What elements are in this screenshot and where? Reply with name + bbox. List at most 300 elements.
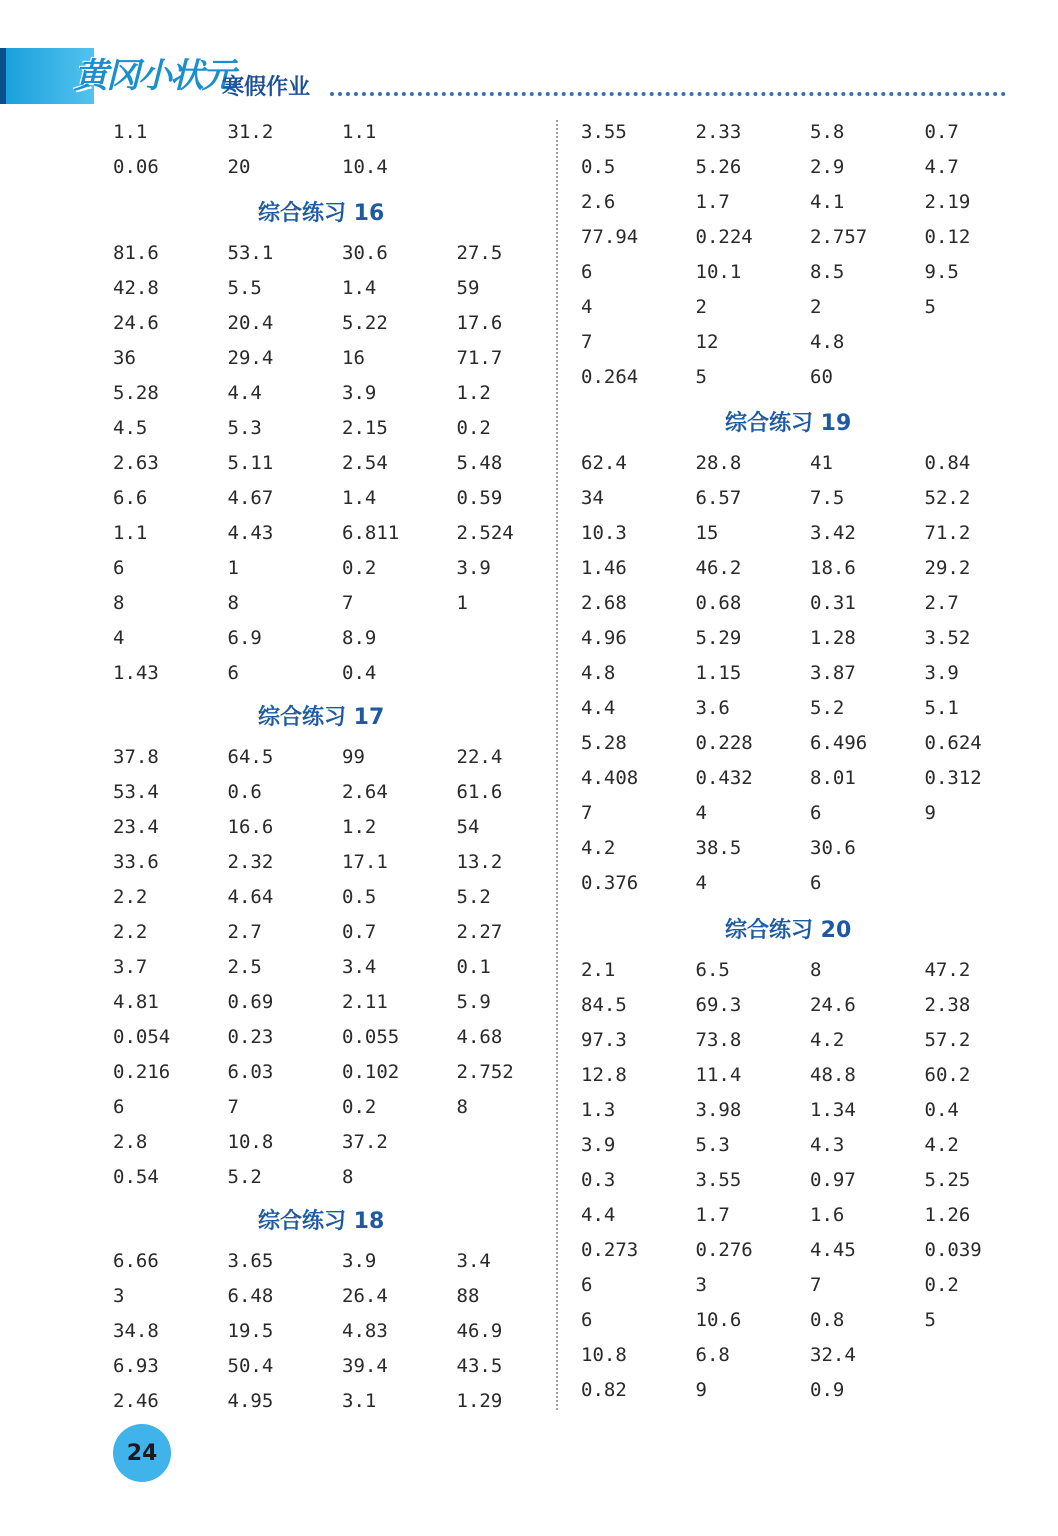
answer-cell: 84.5 [581,993,627,1016]
answer-cell: 1.7 [695,1203,730,1226]
answer-cell: 10.1 [695,260,742,283]
answer-cell: 5.1 [924,696,959,719]
answer-cell: 0.6 [227,780,262,803]
answer-row [113,305,571,340]
answer-cell: 0.1 [456,955,491,978]
answer-cell: 0.9 [810,1378,845,1401]
answer-cell: 4.3 [810,1133,845,1156]
answer-cell: 0.102 [342,1060,400,1083]
answer-cell: 0.7 [924,120,959,143]
answer-cell: 4.4 [581,1203,616,1226]
answer-cell: 6.03 [227,1060,274,1083]
answer-row [581,830,1039,865]
answer-cell: 11.4 [695,1063,742,1086]
answer-cell: 2.8 [113,1130,148,1153]
answer-cell: 8 [113,591,125,614]
answer-row [113,774,571,809]
answer-cell: 3.9 [342,1249,377,1272]
answer-cell: 0.055 [342,1025,400,1048]
answer-row [581,480,1039,515]
answer-cell: 3 [113,1284,125,1307]
answer-cell: 0.68 [695,591,742,614]
answer-cell: 7.5 [810,486,845,509]
answer-cell: 4.5 [113,416,148,439]
answer-cell: 5.8 [810,120,845,143]
page-header [0,40,1058,110]
answer-cell: 10.6 [695,1308,742,1331]
answer-cell: 3.98 [695,1098,742,1121]
answer-cell: 47.2 [924,958,971,981]
answer-row [581,760,1039,795]
answer-cell: 17.1 [342,850,388,873]
answer-row [113,515,571,550]
answer-cell: 0.264 [581,365,639,388]
answer-grid [113,235,571,690]
answer-cell: 2.64 [342,780,388,803]
answer-row [581,987,1039,1022]
answer-cell: 4.4 [581,696,616,719]
answer-row [581,114,1039,149]
answer-row [113,480,571,515]
answer-cell: 37.8 [113,745,159,768]
answer-cell: 71.7 [456,346,503,369]
answer-row [581,655,1039,690]
answer-cell: 5.9 [456,990,491,1013]
answer-cell: 2.38 [924,993,971,1016]
answer-row [113,1019,571,1054]
answer-cell: 3.1 [342,1389,377,1412]
answer-cell: 5 [695,365,707,388]
answer-cell: 2.5 [227,955,262,978]
answer-cell: 64.5 [227,745,274,768]
answer-cell: 46.9 [456,1319,503,1342]
answer-cell: 46.2 [695,556,742,579]
answer-cell: 3.52 [924,626,971,649]
answer-row [581,1092,1039,1127]
answer-cell: 5 [924,295,936,318]
answer-cell: 6.496 [810,731,868,754]
answer-cell: 2.11 [342,990,388,1013]
answer-cell: 34.8 [113,1319,159,1342]
answer-cell: 10.3 [581,521,627,544]
brand-logo: 黄冈小状元 [74,56,234,96]
answer-cell: 8.5 [810,260,845,283]
answer-row [113,585,571,620]
answer-row [581,1372,1039,1407]
answer-row [113,1348,571,1383]
answer-cell: 3.55 [695,1168,742,1191]
answer-cell: 0.054 [113,1025,171,1048]
answer-cell: 4 [581,295,593,318]
answer-cell: 6.93 [113,1354,159,1377]
answer-cell: 2.68 [581,591,627,614]
answer-cell: 0.039 [924,1238,982,1261]
answer-cell: 3.9 [581,1133,616,1156]
answer-cell: 7 [227,1095,239,1118]
answer-cell: 1.4 [342,486,377,509]
answer-row [581,184,1039,219]
answer-cell: 4.81 [113,990,159,1013]
answer-cell: 6.811 [342,521,400,544]
answer-cell: 71.2 [924,521,971,544]
answer-cell: 29.2 [924,556,971,579]
answer-cell: 3.4 [456,1249,491,1272]
answer-cell: 5.26 [695,155,742,178]
answer-cell: 12.8 [581,1063,627,1086]
answer-cell: 4 [695,801,707,824]
section-title: 综合练习 19 [725,411,852,436]
answer-row [113,879,571,914]
answer-cell: 4.1 [810,190,845,213]
answer-cell: 4.2 [810,1028,845,1051]
answer-cell: 77.94 [581,225,639,248]
answer-cell: 1.2 [456,381,491,404]
answer-cell: 27.5 [456,241,503,264]
answer-cell: 34 [581,486,604,509]
answer-cell: 0.228 [695,731,753,754]
answer-cell: 2.19 [924,190,971,213]
answer-row [581,1127,1039,1162]
answer-cell: 0.4 [924,1098,959,1121]
answer-cell: 5.2 [227,1165,262,1188]
answer-cell: 4.8 [581,661,616,684]
answer-cell: 2.524 [456,521,514,544]
answer-cell: 61.6 [456,780,503,803]
answer-row [581,1232,1039,1267]
answer-row [113,340,571,375]
answer-cell: 9.5 [924,260,959,283]
answer-cell: 13.2 [456,850,503,873]
answer-cell: 3.4 [342,955,377,978]
answer-cell: 1.4 [342,276,377,299]
answer-cell: 6 [227,661,239,684]
answer-row [581,550,1039,585]
answer-row [581,515,1039,550]
answer-cell: 2.6 [581,190,616,213]
answer-cell: 0.69 [227,990,274,1013]
answer-cell: 16.6 [227,815,274,838]
answer-cell: 5.3 [695,1133,730,1156]
answer-cell: 48.8 [810,1063,856,1086]
answer-cell: 1 [227,556,239,579]
answer-row [581,445,1039,480]
answer-cell: 12 [695,330,719,353]
answer-row [113,1054,571,1089]
answer-cell: 0.5 [581,155,616,178]
answer-row [581,865,1039,900]
answer-cell: 2.757 [810,225,868,248]
answer-cell: 22.4 [456,745,503,768]
answer-cell: 3.9 [342,381,377,404]
answer-cell: 81.6 [113,241,159,264]
answer-row [581,219,1039,254]
answer-cell: 2.54 [342,451,388,474]
answer-cell: 0.224 [695,225,753,248]
answer-cell: 5.28 [113,381,159,404]
answer-cell: 8.9 [342,626,377,649]
answer-cell: 5.28 [581,731,627,754]
answer-cell: 0.84 [924,451,971,474]
answer-cell: 2 [810,295,822,318]
answer-cell: 6.48 [227,1284,274,1307]
answer-cell: 20.4 [227,311,274,334]
section-title: 综合练习 17 [258,705,385,730]
answer-row [581,149,1039,184]
answer-cell: 2.2 [113,920,148,943]
answer-cell: 57.2 [924,1028,971,1051]
answer-row [113,620,571,655]
answer-cell: 6 [113,556,125,579]
answer-row [581,725,1039,760]
answer-row [113,739,571,774]
answer-cell: 6 [810,871,822,894]
answer-cell: 18.6 [810,556,856,579]
answer-cell: 8 [227,591,239,614]
answer-row [113,235,571,270]
answer-row [581,1057,1039,1092]
answer-cell: 6 [581,1308,593,1331]
answer-cell: 3.65 [227,1249,274,1272]
answer-cell: 5.5 [227,276,262,299]
answer-cell: 1.28 [810,626,856,649]
answer-cell: 29.4 [227,346,274,369]
answer-cell: 3.87 [810,661,856,684]
answer-cell: 0.624 [924,731,982,754]
answer-cell: 1.7 [695,190,730,213]
answer-cell: 54 [456,815,480,838]
answer-cell: 37.2 [342,1130,388,1153]
answer-cell: 0.376 [581,871,639,894]
answer-cell: 0.3 [581,1168,616,1191]
answer-cell: 0.82 [581,1378,627,1401]
answer-cell: 2.33 [695,120,742,143]
answer-row [113,844,571,879]
answer-cell: 4.408 [581,766,639,789]
answer-cell: 5.2 [456,885,491,908]
answer-row [581,254,1039,289]
answer-cell: 8 [456,1095,468,1118]
answer-cell: 10.8 [581,1343,627,1366]
answer-cell: 4.96 [581,626,627,649]
answer-cell: 5.3 [227,416,262,439]
answer-cell: 23.4 [113,815,159,838]
answer-cell: 30.6 [810,836,856,859]
answer-cell: 0.2 [342,1095,377,1118]
answer-cell: 6.66 [113,1249,159,1272]
answer-row [581,795,1039,830]
answer-cell: 8 [810,958,822,981]
answer-cell: 4.64 [227,885,274,908]
answer-cell: 28.8 [695,451,742,474]
answer-cell: 39.4 [342,1354,388,1377]
answer-row [581,1197,1039,1232]
answer-cell: 9 [695,1378,707,1401]
answer-row [581,289,1039,324]
answer-grid [113,114,571,184]
answer-row [113,1159,571,1194]
answer-cell: 6.5 [695,958,730,981]
answer-cell: 0.276 [695,1238,753,1261]
answer-cell: 41 [810,451,833,474]
answer-cell: 3 [695,1273,707,1296]
answer-cell: 3.7 [113,955,148,978]
answer-cell: 2.7 [924,591,959,614]
answer-cell: 52.2 [924,486,971,509]
answer-grid [581,445,1039,900]
answer-cell: 7 [581,801,593,824]
answer-cell: 0.06 [113,155,159,178]
answer-cell: 8.01 [810,766,856,789]
answer-cell: 6 [810,801,822,824]
answer-cell: 3.9 [456,556,491,579]
answer-cell: 1.1 [113,120,148,143]
answer-grid [113,1243,571,1418]
answer-cell: 5.25 [924,1168,971,1191]
answer-row [581,1302,1039,1337]
answer-cell: 3.55 [581,120,627,143]
answer-cell: 15 [695,521,719,544]
answer-row [581,1337,1039,1372]
answer-row [113,914,571,949]
answer-cell: 6.57 [695,486,742,509]
answer-row [581,1267,1039,1302]
header-dotted-rule [330,92,1006,96]
answer-cell: 2 [695,295,707,318]
answer-cell: 69.3 [695,993,742,1016]
answer-cell: 7 [581,330,593,353]
answer-cell: 2.7 [227,920,262,943]
answer-cell: 0.2 [924,1273,959,1296]
answer-cell: 4.8 [810,330,845,353]
answer-cell: 43.5 [456,1354,503,1377]
page-number: 24 [113,1424,171,1482]
answer-cell: 4.4 [227,381,262,404]
answer-cell: 5 [924,1308,936,1331]
answer-row [113,1313,571,1348]
answer-cell: 0.23 [227,1025,274,1048]
answer-cell: 0.432 [695,766,753,789]
answer-cell: 31.2 [227,120,274,143]
answer-cell: 5.48 [456,451,503,474]
answer-cell: 6.6 [113,486,148,509]
answer-cell: 36 [113,346,136,369]
answer-cell: 3.6 [695,696,730,719]
answer-grid [581,952,1039,1407]
answer-cell: 0.273 [581,1238,639,1261]
answer-cell: 97.3 [581,1028,627,1051]
answer-cell: 2.15 [342,416,388,439]
answer-cell: 7 [810,1273,822,1296]
answer-cell: 0.54 [113,1165,159,1188]
answer-cell: 4 [113,626,125,649]
answer-cell: 2.752 [456,1060,514,1083]
answer-row [113,984,571,1019]
answer-cell: 10.8 [227,1130,274,1153]
answer-cell: 2.63 [113,451,159,474]
answer-row [113,949,571,984]
answer-cell: 73.8 [695,1028,742,1051]
answer-row [113,550,571,585]
answer-cell: 4.43 [227,521,274,544]
answer-cell: 4.7 [924,155,959,178]
answer-cell: 1.34 [810,1098,856,1121]
answer-row [581,324,1039,359]
answer-cell: 5.11 [227,451,274,474]
header-title: 寒假作业 [222,75,311,100]
answer-cell: 1.15 [695,661,742,684]
answer-cell: 33.6 [113,850,159,873]
answer-cell: 0.97 [810,1168,856,1191]
answer-cell: 10.4 [342,155,388,178]
answer-cell: 0.31 [810,591,856,614]
answer-cell: 20 [227,155,251,178]
answer-row [581,1022,1039,1057]
answer-grid [581,114,1039,394]
answer-cell: 0.8 [810,1308,845,1331]
answer-row [113,1278,571,1313]
answer-row [113,1383,571,1418]
answer-cell: 2.9 [810,155,845,178]
answer-cell: 6.9 [227,626,262,649]
answer-cell: 4.68 [456,1025,503,1048]
answer-cell: 3.9 [924,661,959,684]
answer-cell: 2.2 [113,885,148,908]
answer-cell: 0.12 [924,225,971,248]
answer-cell: 6 [581,260,593,283]
answer-row [113,1089,571,1124]
answer-cell: 7 [342,591,354,614]
answer-cell: 38.5 [695,836,742,859]
answer-cell: 4.67 [227,486,274,509]
answer-cell: 0.2 [342,556,377,579]
answer-row [113,410,571,445]
answer-row [581,359,1039,394]
section-title: 综合练习 18 [258,1209,385,1234]
answer-row [581,585,1039,620]
answer-row [113,375,571,410]
answer-cell: 53.1 [227,241,274,264]
answer-cell: 60 [810,365,833,388]
answer-row [113,1124,571,1159]
answer-cell: 0.7 [342,920,377,943]
answer-cell: 19.5 [227,1319,274,1342]
answer-cell: 2.1 [581,958,616,981]
answer-cell: 4.95 [227,1389,274,1412]
answer-cell: 0.216 [113,1060,171,1083]
answer-cell: 0.59 [456,486,503,509]
answer-cell: 60.2 [924,1063,971,1086]
answer-row [581,690,1039,725]
answer-cell: 24.6 [113,311,159,334]
answer-cell: 1.6 [810,1203,845,1226]
answer-cell: 30.6 [342,241,388,264]
answer-cell: 1.43 [113,661,159,684]
answer-cell: 5.2 [810,696,845,719]
answer-cell: 24.6 [810,993,856,1016]
answer-cell: 0.4 [342,661,377,684]
answer-cell: 1.1 [342,120,377,143]
answer-cell: 62.4 [581,451,627,474]
answer-row [113,445,571,480]
answer-cell: 53.4 [113,780,159,803]
answer-cell: 32.4 [810,1343,856,1366]
answer-cell: 88 [456,1284,480,1307]
section-title: 综合练习 20 [725,918,852,943]
answer-cell: 1 [456,591,468,614]
answer-cell: 0.2 [456,416,491,439]
answer-cell: 5.29 [695,626,742,649]
answer-cell: 1.3 [581,1098,616,1121]
